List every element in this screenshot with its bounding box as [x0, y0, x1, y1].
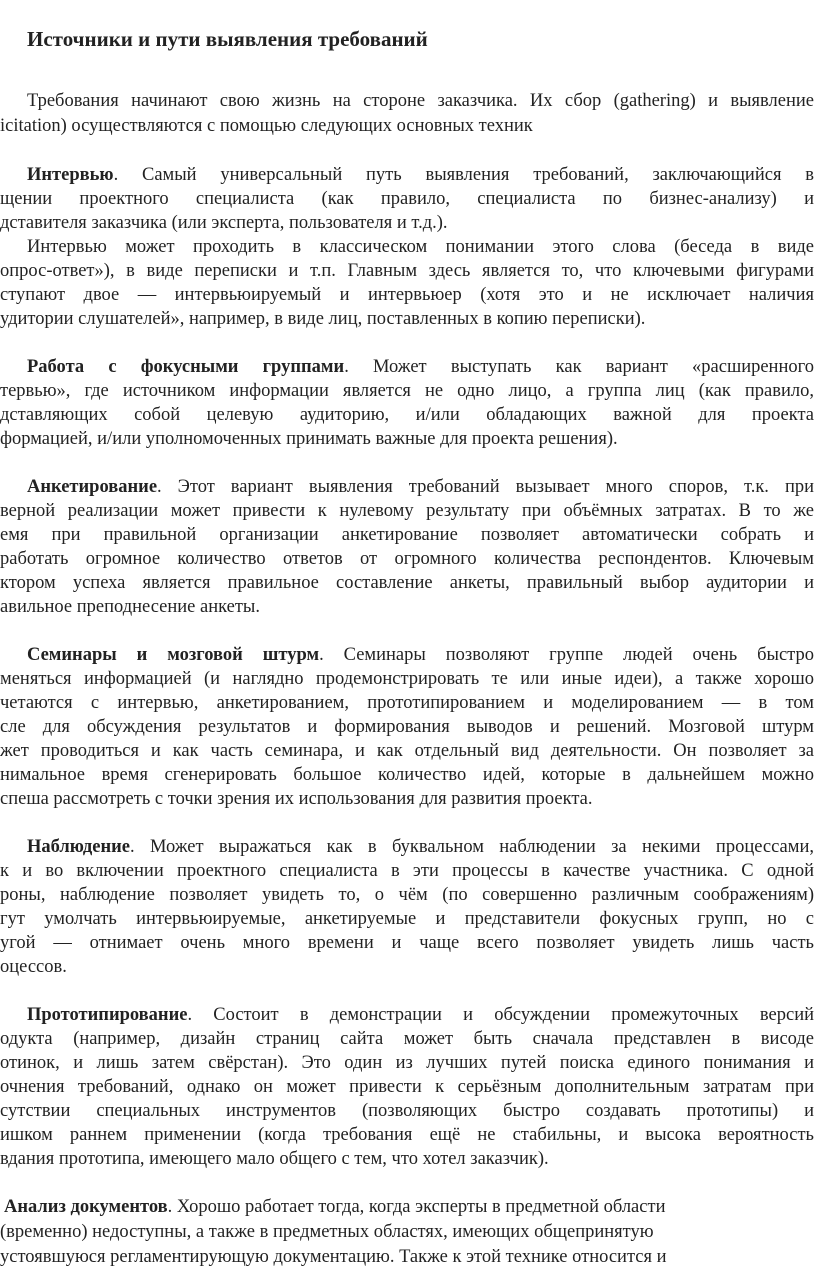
paragraph-line: формацией, и/или уполномоченных принимать важные для проекта решения). — [0, 429, 618, 449]
paragraph-line: верной реализации может привести к нулевому результату при объёмных затратах. В то же — [0, 501, 814, 521]
paragraph-line: нимальное время сгенерировать большое количество идей, которые в дальнейшем можно — [0, 765, 814, 785]
paragraph-line: емя при правильной организации анкетирование позволяет автоматически собрать и — [0, 525, 814, 545]
paragraph-line: работать огромное количество ответов от огромного количества респондентов. Ключевым — [0, 549, 814, 569]
paragraph-line: к и во включении проектного специалиста в эти процессы в качестве участника. С одной — [0, 861, 814, 881]
paragraph-line: спеша рассмотреть с точки зрения их использования для развития проекта. — [0, 789, 593, 809]
paragraph-line: удитории слушателей», например, в виде лиц, поставленных в копию переписки). — [0, 309, 646, 329]
paragraph-line: Прототипирование. Состоит в демонстрации и обсуждении промежуточных версий — [27, 1005, 814, 1025]
paragraph-line: жет проводиться и как часть семинара, и как отдельный вид деятельности. Он позволяет за — [0, 741, 814, 761]
paragraph-line: Работа с фокусными группами. Может выступать как вариант «расширенного — [27, 357, 814, 377]
term-interview: Интервью — [27, 165, 114, 185]
paragraph-line: icitation) осуществляются с помощью следующих основных техник — [0, 116, 533, 136]
paragraph-line: (временно) недоступны, а также в предметных областях, имеющих общепринятую — [0, 1222, 654, 1242]
paragraph-line: опрос-ответ»), в виде переписки и т.п. Главным здесь является то, что ключевыми фигурами — [0, 261, 814, 281]
paragraph-line: ступают двое — интервьюируемый и интервьюер (хотя это и не исключает наличия — [0, 285, 814, 305]
paragraph-line: очнения требований, однако он может привести к серьёзным дополнительным затратам при — [0, 1077, 814, 1097]
paragraph-line: вдания прототипа, имеющего мало общего с тем, что хотел заказчик). — [0, 1149, 549, 1169]
paragraph-line: авильное преподнесение анкеты. — [0, 597, 260, 617]
paragraph-line: роны, наблюдение позволяет увидеть то, о чём (по совершенно различным соображениям) — [0, 885, 814, 905]
paragraph-line: гут умолчать интервьюируемые, анкетируемые и представители фокусных групп, но с — [0, 909, 814, 929]
paragraph-line: щении проектного специалиста (как правило, специалиста по бизнес-анализу) и — [0, 189, 814, 209]
paragraph-line: тервью», где источником информации является не одно лицо, а группа лиц (как правило, — [0, 381, 814, 401]
paragraph-line: меняться информацией (и наглядно продемонстрировать те или иные идеи), а также хорошо — [0, 669, 814, 689]
term-seminars: Семинары и мозговой штурм — [27, 645, 320, 665]
paragraph-line: Наблюдение. Может выражаться как в буквальном наблюдении за некими процессами, — [27, 837, 814, 857]
paragraph-line: ишком раннем применении (когда требования ещё не стабильны, и высока вероятность — [0, 1125, 814, 1145]
paragraph-line: сле для обсуждения результатов и формирования выводов и решений. Мозговой штурм — [0, 717, 814, 737]
paragraph-line: одукта (например, дизайн страниц сайта может быть сначала представлен в висоде — [0, 1029, 814, 1049]
term-focus-groups: Работа с фокусными группами — [27, 357, 345, 377]
paragraph-line: ктором успеха является правильное составление анкеты, правильный выбор аудитории и — [0, 573, 814, 593]
paragraph-line: Интервью может проходить в классическом понимании этого слова (беседа в виде — [27, 237, 814, 257]
term-prototyping: Прототипирование — [27, 1005, 188, 1025]
paragraph-line: Требования начинают свою жизнь на стороне заказчика. Их сбор (gathering) и выявление — [27, 91, 814, 111]
paragraph-line: устоявшуюся регламентирующую документацию. Также к этой технике относится и — [0, 1247, 667, 1267]
paragraph-line: Анкетирование. Этот вариант выявления требований вызывает много споров, т.к. при — [27, 477, 814, 497]
term-questionnaire: Анкетирование — [27, 477, 158, 497]
paragraph-line: Интервью. Самый универсальный путь выявления требований, заключающийся в — [27, 165, 814, 185]
page-title: Источники и пути выявления требований — [27, 27, 428, 51]
term-document-analysis: Анализ документов — [4, 1197, 168, 1217]
paragraph-line: угой — отнимает очень много времени и чаще всего позволяет увидеть лишь часть — [0, 933, 814, 953]
paragraph-line: оцессов. — [0, 957, 67, 977]
paragraph-line: отинок, и лишь затем свёрстан). Это один из лучших путей поиска единого понимания и — [0, 1053, 814, 1073]
paragraph-line: дставляющих собой целевую аудиторию, и/или обладающих важной для проекта — [0, 405, 814, 425]
paragraph-line: Анализ документов. Хорошо работает тогда, когда эксперты в предметной области — [4, 1197, 666, 1217]
paragraph-line: Семинары и мозговой штурм. Семинары позволяют группе людей очень быстро — [27, 645, 814, 665]
term-observation: Наблюдение — [27, 837, 130, 857]
paragraph-line: четаются с интервью, анкетированием, прототипированием и моделированием — в том — [0, 693, 814, 713]
paragraph-line: сутствии специальных инструментов (позволяющих быстро создавать прототипы) и — [0, 1101, 814, 1121]
paragraph-line: дставителя заказчика (или эксперта, пользователя и т.д.). — [0, 213, 448, 233]
